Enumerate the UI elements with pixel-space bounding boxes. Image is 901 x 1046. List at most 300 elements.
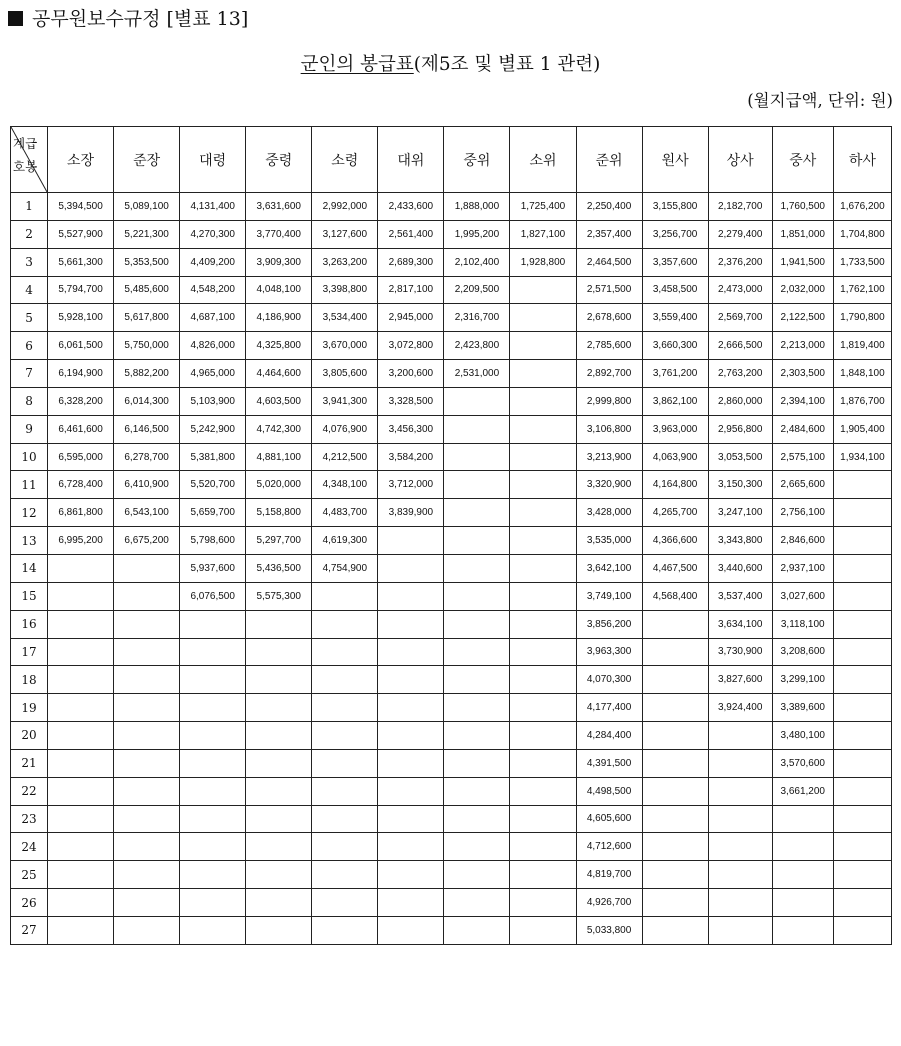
salary-cell: 2,945,000 [378,304,444,332]
salary-cell [444,499,510,527]
table-row [11,220,892,248]
salary-cell [772,889,833,917]
salary-cell [312,889,378,917]
salary-cell: 3,320,900 [576,471,642,499]
salary-cell [642,666,708,694]
salary-cell: 4,366,600 [642,527,708,555]
salary-cell [114,666,180,694]
salary-cell: 2,892,700 [576,360,642,388]
step-number-cell: 10 [11,443,48,471]
salary-cell: 4,712,600 [576,833,642,861]
salary-cell: 3,559,400 [642,304,708,332]
table-row [11,304,892,332]
salary-cell: 3,535,000 [576,527,642,555]
salary-cell: 5,381,800 [180,443,246,471]
salary-cell: 1,848,100 [833,360,891,388]
salary-cell: 5,928,100 [48,304,114,332]
salary-cell: 5,937,600 [180,554,246,582]
table-row [11,805,892,833]
salary-cell [114,777,180,805]
salary-cell [510,332,576,360]
salary-cell [48,833,114,861]
salary-cell: 3,730,900 [708,638,772,666]
salary-cell [510,638,576,666]
rank-header-cell: 원사 [642,127,708,193]
table-row [11,443,892,471]
salary-cell [378,527,444,555]
step-number-cell: 12 [11,499,48,527]
salary-cell [833,861,891,889]
salary-cell [444,387,510,415]
salary-cell [772,916,833,944]
salary-cell [833,889,891,917]
table-row [11,638,892,666]
salary-cell: 3,440,600 [708,554,772,582]
salary-cell [180,749,246,777]
salary-cell: 2,316,700 [444,304,510,332]
salary-cell [833,749,891,777]
table-row [11,694,892,722]
step-number-cell: 9 [11,415,48,443]
salary-cell [642,777,708,805]
salary-cell: 4,063,900 [642,443,708,471]
salary-cell: 2,999,800 [576,387,642,415]
salary-cell [48,861,114,889]
salary-cell: 1,676,200 [833,193,891,221]
step-number-cell: 1 [11,193,48,221]
salary-cell: 5,242,900 [180,415,246,443]
salary-cell: 1,851,000 [772,220,833,248]
salary-cell: 5,158,800 [246,499,312,527]
salary-cell [510,861,576,889]
salary-cell [444,638,510,666]
salary-cell: 3,537,400 [708,582,772,610]
salary-cell [833,499,891,527]
salary-cell: 2,956,800 [708,415,772,443]
salary-cell: 3,634,100 [708,610,772,638]
salary-cell [114,805,180,833]
rank-header-cell: 준위 [576,127,642,193]
salary-cell: 3,805,600 [312,360,378,388]
salary-cell: 3,909,300 [246,248,312,276]
table-row [11,749,892,777]
salary-cell [312,861,378,889]
salary-cell [444,805,510,833]
step-number-cell: 8 [11,387,48,415]
salary-cell [378,638,444,666]
salary-cell [180,861,246,889]
salary-cell: 2,992,000 [312,193,378,221]
corner-rank-label: 계급 [13,136,38,151]
salary-cell: 4,464,600 [246,360,312,388]
table-row [11,276,892,304]
salary-cell [510,276,576,304]
salary-cell [246,638,312,666]
salary-cell [312,777,378,805]
table-title-main: 군인의 봉급표 [300,54,414,75]
salary-cell: 3,749,100 [576,582,642,610]
salary-cell: 2,032,000 [772,276,833,304]
salary-cell: 4,076,900 [312,415,378,443]
salary-cell [510,777,576,805]
salary-cell [833,694,891,722]
salary-cell [114,610,180,638]
salary-cell [114,889,180,917]
salary-cell: 4,048,100 [246,276,312,304]
salary-cell [444,694,510,722]
table-row [11,916,892,944]
table-title [0,50,901,80]
salary-cell [833,554,891,582]
salary-cell [510,554,576,582]
salary-cell: 2,250,400 [576,193,642,221]
salary-cell [378,610,444,638]
salary-cell [510,749,576,777]
table-row [11,193,892,221]
salary-cell: 4,754,900 [312,554,378,582]
salary-cell [510,916,576,944]
table-row [11,332,892,360]
salary-cell: 4,391,500 [576,749,642,777]
salary-cell: 4,409,200 [180,248,246,276]
salary-cell [708,805,772,833]
salary-cell [833,471,891,499]
salary-cell: 3,053,500 [708,443,772,471]
salary-cell: 3,458,500 [642,276,708,304]
salary-cell: 6,675,200 [114,527,180,555]
salary-cell: 3,862,100 [642,387,708,415]
salary-cell [378,861,444,889]
salary-cell [510,304,576,332]
salary-cell [114,722,180,750]
salary-cell: 5,659,700 [180,499,246,527]
salary-cell: 6,328,200 [48,387,114,415]
step-number-cell: 26 [11,889,48,917]
salary-cell: 3,761,200 [642,360,708,388]
salary-cell: 5,033,800 [576,916,642,944]
salary-cell [378,722,444,750]
salary-cell [708,749,772,777]
salary-cell [772,833,833,861]
salary-cell: 4,819,700 [576,861,642,889]
salary-cell [378,554,444,582]
salary-cell [378,805,444,833]
salary-cell: 3,208,600 [772,638,833,666]
table-row [11,833,892,861]
salary-cell [510,360,576,388]
salary-cell: 6,194,900 [48,360,114,388]
salary-cell: 6,076,500 [180,582,246,610]
step-number-cell: 2 [11,220,48,248]
table-row [11,861,892,889]
salary-cell: 3,343,800 [708,527,772,555]
table-row [11,248,892,276]
salary-cell: 3,256,700 [642,220,708,248]
salary-cell: 3,839,900 [378,499,444,527]
salary-cell [642,833,708,861]
salary-cell [510,805,576,833]
salary-cell [246,916,312,944]
salary-cell: 3,428,000 [576,499,642,527]
salary-cell: 3,856,200 [576,610,642,638]
salary-cell [246,861,312,889]
salary-cell: 3,072,800 [378,332,444,360]
salary-cell: 2,817,100 [378,276,444,304]
salary-cell: 5,520,700 [180,471,246,499]
salary-cell: 4,177,400 [576,694,642,722]
salary-cell: 1,827,100 [510,220,576,248]
salary-cell [246,777,312,805]
salary-cell [48,916,114,944]
salary-cell: 6,061,500 [48,332,114,360]
salary-cell [833,777,891,805]
salary-cell [246,805,312,833]
salary-cell: 2,423,800 [444,332,510,360]
salary-cell: 6,410,900 [114,471,180,499]
salary-cell: 4,070,300 [576,666,642,694]
salary-cell [180,694,246,722]
salary-cell [48,638,114,666]
salary-cell [378,889,444,917]
salary-cell: 6,995,200 [48,527,114,555]
salary-cell: 3,924,400 [708,694,772,722]
salary-cell: 3,247,100 [708,499,772,527]
salary-cell [48,805,114,833]
document-heading [8,4,248,34]
salary-cell [180,666,246,694]
salary-cell: 4,605,600 [576,805,642,833]
salary-cell: 4,325,800 [246,332,312,360]
salary-cell: 3,584,200 [378,443,444,471]
salary-cell [444,443,510,471]
salary-cell [312,916,378,944]
salary-cell: 2,102,400 [444,248,510,276]
salary-cell [180,916,246,944]
unit-note: (월지급액, 단위: 원) [747,91,893,110]
salary-cell: 5,661,300 [48,248,114,276]
salary-cell [378,694,444,722]
salary-cell: 4,212,500 [312,443,378,471]
salary-cell: 2,122,500 [772,304,833,332]
rank-header-cell: 중령 [246,127,312,193]
salary-cell: 2,569,700 [708,304,772,332]
salary-cell [833,527,891,555]
salary-cell: 2,473,000 [708,276,772,304]
salary-cell: 3,770,400 [246,220,312,248]
salary-cell: 3,118,100 [772,610,833,638]
rank-header-cell: 대령 [180,127,246,193]
salary-cell [312,694,378,722]
salary-cell: 3,642,100 [576,554,642,582]
salary-cell: 5,527,900 [48,220,114,248]
salary-cell [510,666,576,694]
salary-cell [48,582,114,610]
salary-cell [246,722,312,750]
salary-cell: 2,484,600 [772,415,833,443]
salary-cell: 2,464,500 [576,248,642,276]
table-row [11,360,892,388]
salary-cell: 3,155,800 [642,193,708,221]
salary-cell [246,889,312,917]
salary-cell [444,722,510,750]
salary-cell [312,805,378,833]
salary-cell: 3,263,200 [312,248,378,276]
step-number-cell: 5 [11,304,48,332]
rank-header-cell: 소령 [312,127,378,193]
table-row [11,722,892,750]
salary-cell: 3,941,300 [312,387,378,415]
salary-cell [642,722,708,750]
salary-cell: 4,284,400 [576,722,642,750]
salary-cell [510,694,576,722]
step-number-cell: 24 [11,833,48,861]
salary-cell: 4,687,100 [180,304,246,332]
salary-cell: 1,876,700 [833,387,891,415]
salary-cell: 4,619,300 [312,527,378,555]
salary-cell [444,582,510,610]
salary-cell: 4,131,400 [180,193,246,221]
salary-cell: 3,631,600 [246,193,312,221]
table-row [11,889,892,917]
step-number-cell: 25 [11,861,48,889]
salary-cell [180,833,246,861]
salary-cell: 3,200,600 [378,360,444,388]
table-row [11,387,892,415]
step-number-cell: 16 [11,610,48,638]
corner-header-cell [11,127,48,193]
salary-cell: 5,394,500 [48,193,114,221]
salary-cell [246,833,312,861]
salary-cell: 5,617,800 [114,304,180,332]
salary-cell: 2,785,600 [576,332,642,360]
salary-cell: 6,861,800 [48,499,114,527]
salary-cell [114,582,180,610]
table-row [11,471,892,499]
salary-cell: 3,963,000 [642,415,708,443]
salary-cell: 2,213,000 [772,332,833,360]
salary-cell: 3,127,600 [312,220,378,248]
step-number-cell: 11 [11,471,48,499]
salary-cell [378,582,444,610]
step-number-cell: 23 [11,805,48,833]
salary-cell: 3,963,300 [576,638,642,666]
salary-cell: 1,790,800 [833,304,891,332]
salary-cell [444,666,510,694]
salary-cell [114,861,180,889]
salary-cell: 2,433,600 [378,193,444,221]
salary-cell [510,833,576,861]
salary-cell [378,749,444,777]
salary-cell: 3,213,900 [576,443,642,471]
rank-header-cell: 대위 [378,127,444,193]
salary-cell: 5,485,600 [114,276,180,304]
salary-cell: 6,278,700 [114,443,180,471]
table-row [11,610,892,638]
rank-header-cell: 소위 [510,127,576,193]
rank-header-cell: 소장 [48,127,114,193]
salary-cell: 5,798,600 [180,527,246,555]
salary-cell [444,889,510,917]
corner-step-label: 호봉 [13,159,38,174]
step-number-cell: 14 [11,554,48,582]
salary-cell [180,777,246,805]
salary-cell: 4,742,300 [246,415,312,443]
salary-cell [444,749,510,777]
salary-cell [510,722,576,750]
salary-cell: 4,548,200 [180,276,246,304]
salary-cell [444,833,510,861]
salary-cell: 2,689,300 [378,248,444,276]
salary-cell [444,415,510,443]
salary-cell: 2,209,500 [444,276,510,304]
salary-cell: 6,595,000 [48,443,114,471]
step-number-cell: 20 [11,722,48,750]
salary-cell [378,666,444,694]
salary-cell [114,916,180,944]
step-number-cell: 6 [11,332,48,360]
salary-cell [246,666,312,694]
step-number-cell: 18 [11,666,48,694]
salary-cell: 2,561,400 [378,220,444,248]
salary-cell: 2,937,100 [772,554,833,582]
salary-cell [833,638,891,666]
salary-cell [444,610,510,638]
salary-cell: 2,182,700 [708,193,772,221]
salary-cell: 2,860,000 [708,387,772,415]
salary-cell [708,777,772,805]
salary-cell: 5,794,700 [48,276,114,304]
salary-cell: 3,328,500 [378,387,444,415]
salary-cell: 3,660,300 [642,332,708,360]
salary-cell: 2,279,400 [708,220,772,248]
salary-cell: 2,678,600 [576,304,642,332]
salary-cell: 2,571,500 [576,276,642,304]
salary-cell [833,805,891,833]
salary-cell: 3,480,100 [772,722,833,750]
salary-cell: 3,398,800 [312,276,378,304]
step-number-cell: 4 [11,276,48,304]
pay-table [10,126,892,945]
salary-cell: 5,750,000 [114,332,180,360]
salary-cell [510,499,576,527]
salary-cell: 2,666,500 [708,332,772,360]
salary-cell [48,889,114,917]
table-row [11,527,892,555]
salary-cell: 4,881,100 [246,443,312,471]
salary-cell: 4,186,900 [246,304,312,332]
salary-cell [642,694,708,722]
salary-cell: 1,928,800 [510,248,576,276]
salary-cell: 6,728,400 [48,471,114,499]
salary-cell [378,916,444,944]
step-number-cell: 21 [11,749,48,777]
salary-cell [833,916,891,944]
salary-cell: 1,733,500 [833,248,891,276]
salary-cell: 1,725,400 [510,193,576,221]
salary-cell [180,610,246,638]
step-number-cell: 7 [11,360,48,388]
salary-cell: 6,461,600 [48,415,114,443]
salary-cell: 3,389,600 [772,694,833,722]
salary-cell: 1,888,000 [444,193,510,221]
salary-cell [114,694,180,722]
table-row [11,554,892,582]
salary-cell: 6,014,300 [114,387,180,415]
salary-cell [510,443,576,471]
table-row [11,499,892,527]
table-title-sub: (제5조 및 별표 1 관련) [413,54,601,75]
salary-cell [180,722,246,750]
